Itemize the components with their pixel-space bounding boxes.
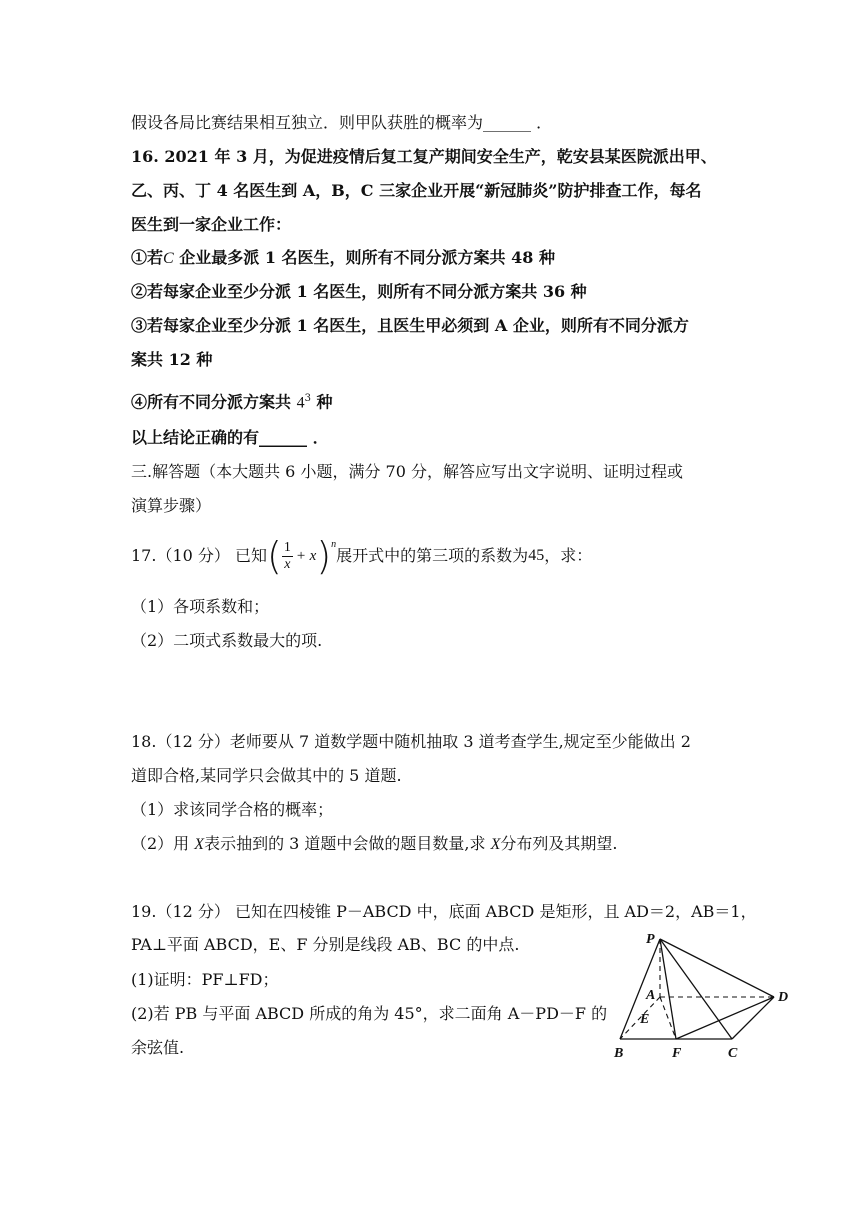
opt4-exp: 3 [304, 393, 311, 404]
q18-part1: （1）求该同学合格的概率； [131, 800, 334, 819]
q16-option-4 [131, 389, 333, 413]
label-E: E [640, 1012, 650, 1027]
plus-x: + x [295, 548, 317, 564]
q15-tail: 假设各局比赛结果相互独立．则甲队获胜的概率为______ ． [131, 113, 553, 132]
paren-open: ( [266, 534, 282, 578]
pyramid-figure [606, 925, 806, 1065]
q16-option-3-cont: 案共 12 种 [131, 350, 213, 369]
section3-title: 三.解答题（本大题共 6 小题，满分 70 分，解答应写出文字说明、证明过程或 [131, 462, 683, 481]
q16-line3: 医生到一家企业工作： [131, 215, 292, 234]
q17-tail2: ，求： [544, 546, 593, 565]
opt1-pre: ①若 [131, 248, 164, 267]
q16-option-2: ②若每家企业至少分派 1 名医生，则所有不同分派方案共 36 种 [131, 282, 587, 301]
frac-den: x [284, 556, 291, 572]
label-A: A [646, 988, 656, 1003]
opt4-pre: ④所有不同分派方案共 [131, 392, 297, 412]
label-B: B [614, 1046, 624, 1061]
q16-option-1 [131, 248, 555, 269]
fraction [282, 540, 293, 573]
q19-part1: (1)证明：PF⊥FD； [131, 970, 279, 989]
exp-n: n [331, 539, 337, 550]
frac-num: 1 [283, 539, 291, 555]
q17-stem [131, 533, 592, 579]
label-C: C [728, 1046, 738, 1061]
q18-part2 [131, 834, 617, 855]
q18-p2c: 分布列及其期望. [500, 834, 618, 853]
section3-title-cont: 演算步骤） [131, 496, 212, 515]
label-F: F [672, 1046, 682, 1061]
q16-option-3: ③若每家企业至少分派 1 名医生，且医生甲必须到 A 企业，则所有不同分派方 [131, 316, 689, 335]
q19-line2: PA⊥平面 ABCD，E、F 分别是线段 AB、BC 的中点. [131, 935, 520, 954]
q19-line1: 19.（12 分） 已知在四棱锥 P－ABCD 中，底面 ABCD 是矩形，且 AD＝2，AB＝1， [131, 902, 757, 921]
q17-coef: 45 [528, 547, 545, 564]
q18-line2: 道即合格,某同学只会做其中的 5 道题. [131, 766, 402, 785]
q16-line2: 乙、丙、丁 4 名医生到 A，B，C 三家企业开展“新冠肺炎”防护排查工作，每名 [131, 181, 702, 200]
q18-p2b: 表示抽到的 3 道题中会做的题目数量,求 [204, 834, 491, 853]
q16-line1: 16. 2021 年 3 月，为促进疫情后复工复产期间安全生产，乾安县某医院派出甲、 [131, 147, 717, 166]
q17-part2: （2）二项式系数最大的项. [131, 631, 323, 650]
q17-tail: 展开式中的第三项的系数为 [336, 546, 529, 565]
opt1-post: 企业最多派 1 名医生，则所有不同分派方案共 48 种 [173, 248, 555, 267]
paren-close: ) [316, 534, 332, 578]
label-D: D [778, 990, 789, 1005]
label-P: P [646, 932, 655, 947]
q17-part1: （1）各项系数和； [131, 597, 270, 616]
q18-var: X [194, 836, 205, 853]
q18-p2a: （2）用 [131, 834, 195, 853]
opt4-post: 种 [310, 392, 333, 412]
q18-var2: X [490, 836, 501, 853]
q16-answer: 以上结论正确的有______ ． [131, 428, 329, 447]
q17-head: 17.（10 分） 已知 [131, 546, 267, 565]
opt4-base: 4 [296, 394, 305, 412]
q19-part2: (2)若 PB 与平面 ABCD 所成的角为 45°，求二面角 A－PD－F 的 [131, 1004, 608, 1023]
q19-part2-cont: 余弦值. [131, 1038, 185, 1057]
opt1-var: C [163, 250, 174, 267]
q18-line1: 18.（12 分）老师要从 7 道数学题中随机抽取 3 道考查学生,规定至少能做出 2 [131, 732, 691, 751]
